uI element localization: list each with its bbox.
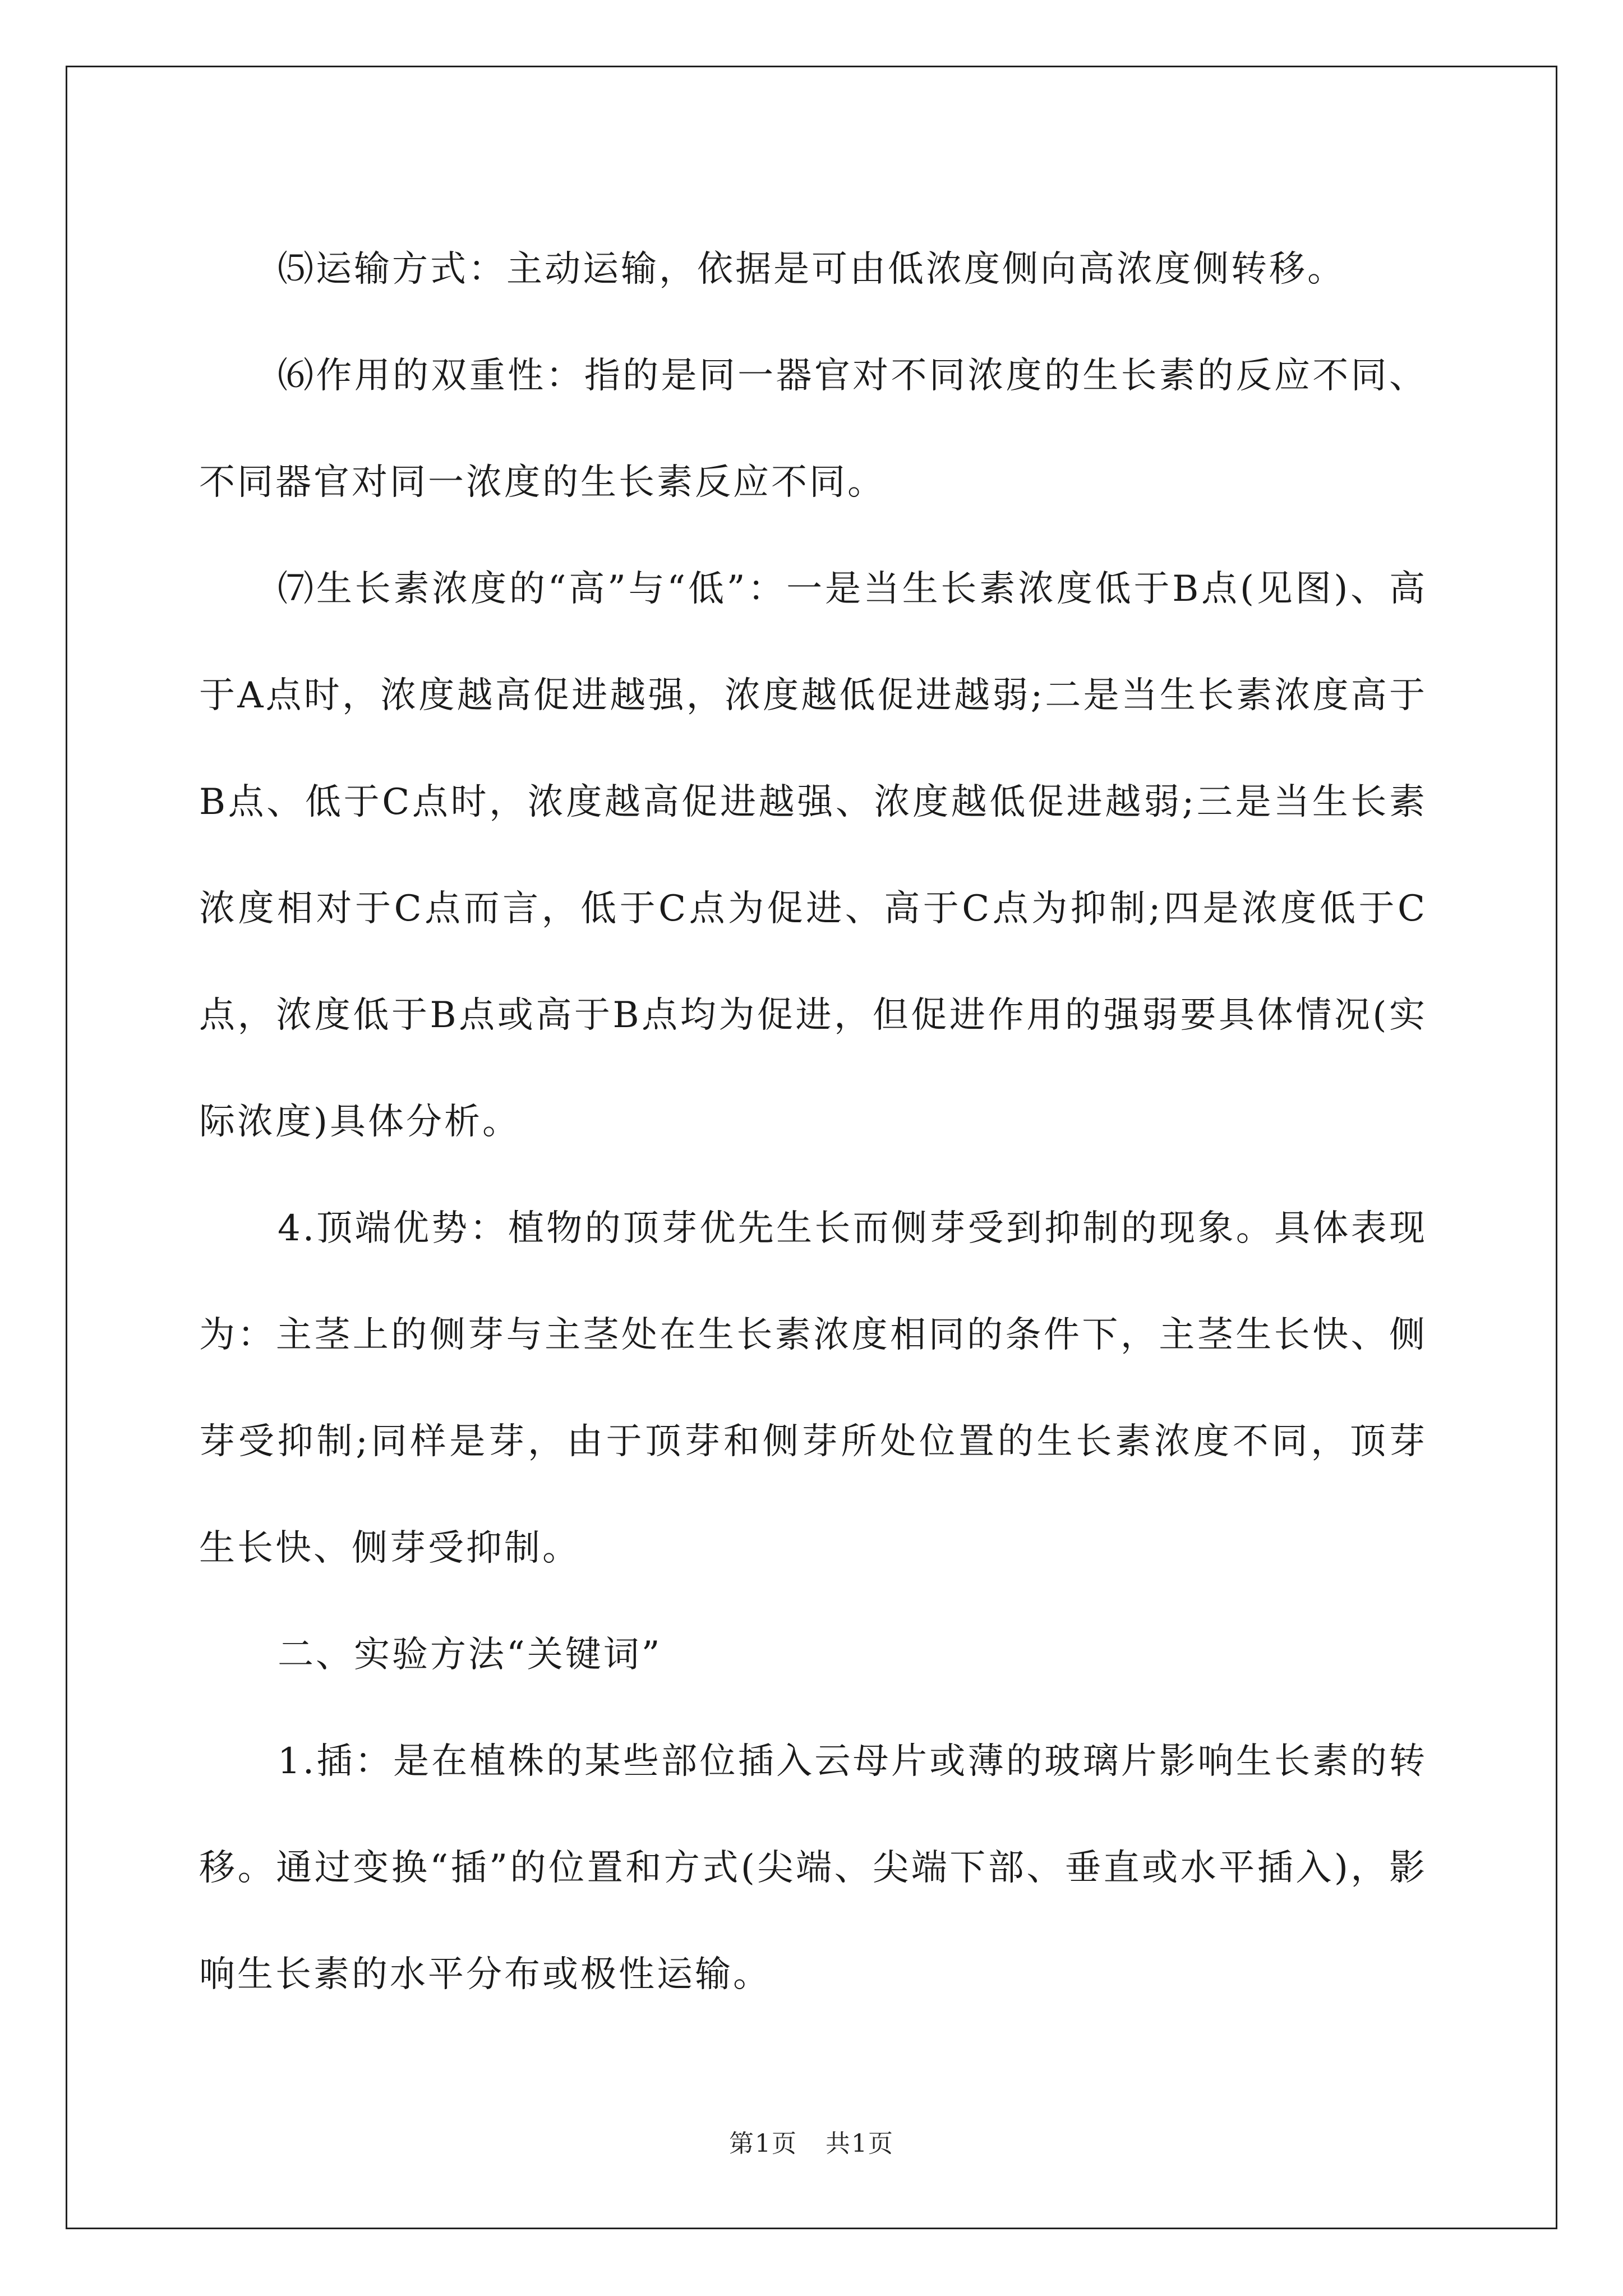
section-heading-experiment-methods: 二、实验方法“关键词” — [278, 1634, 662, 1676]
paragraph-dual-effect: ⑹作用的双重性：指的是同一器官对不同浓度的生长素的反应不同、不同器官对同一浓度的生长素反应不同。 — [199, 355, 1427, 503]
paragraph-transport-mode: ⑸运输方式：主动运输，依据是可由低浓度侧向高浓度侧转移。 — [278, 249, 1345, 290]
page-footer — [0, 2123, 1623, 2159]
paragraph-apical-dominance: 4.顶端优势：植物的顶芽优先生长而侧芽受到抑制的现象。具体表现为：主茎上的侧芽与主茎处在生长素浓度相同的条件下，主茎生长快、侧芽受抑制;同样是芽，由于顶芽和侧芽所处位置的生长素浓度不同，顶芽生长快、侧芽受抑制。 — [199, 1208, 1427, 1569]
paragraph-auxin-concentration: ⑺生长素浓度的“高”与“低”：一是当生长素浓度低于B点(见图)、高于A点时，浓度越高促进越强，浓度越低促进越弱;二是当生长素浓度高于B点、低于C点时，浓度越高促进越强、浓度越低促进越弱;三是当生长素浓度相对于C点而言，低于C点为促进、高于C点为抑制;四是浓度低于C点，浓度低于B点或高于B点均为促进，但促进作用的强弱要具体情况(实际浓度)具体分析。 — [199, 568, 1427, 1143]
page-number-current: 第1页 — [729, 2129, 797, 2158]
document-body — [199, 216, 1427, 2028]
page-number-total: 共1页 — [826, 2129, 894, 2158]
paragraph-insert-method: 1.插：是在植株的某些部位插入云母片或薄的玻璃片影响生长素的转移。通过变换“插”的位置和方式(尖端、尖端下部、垂直或水平插入)，影响生长素的水平分布或极性运输。 — [199, 1741, 1427, 1995]
